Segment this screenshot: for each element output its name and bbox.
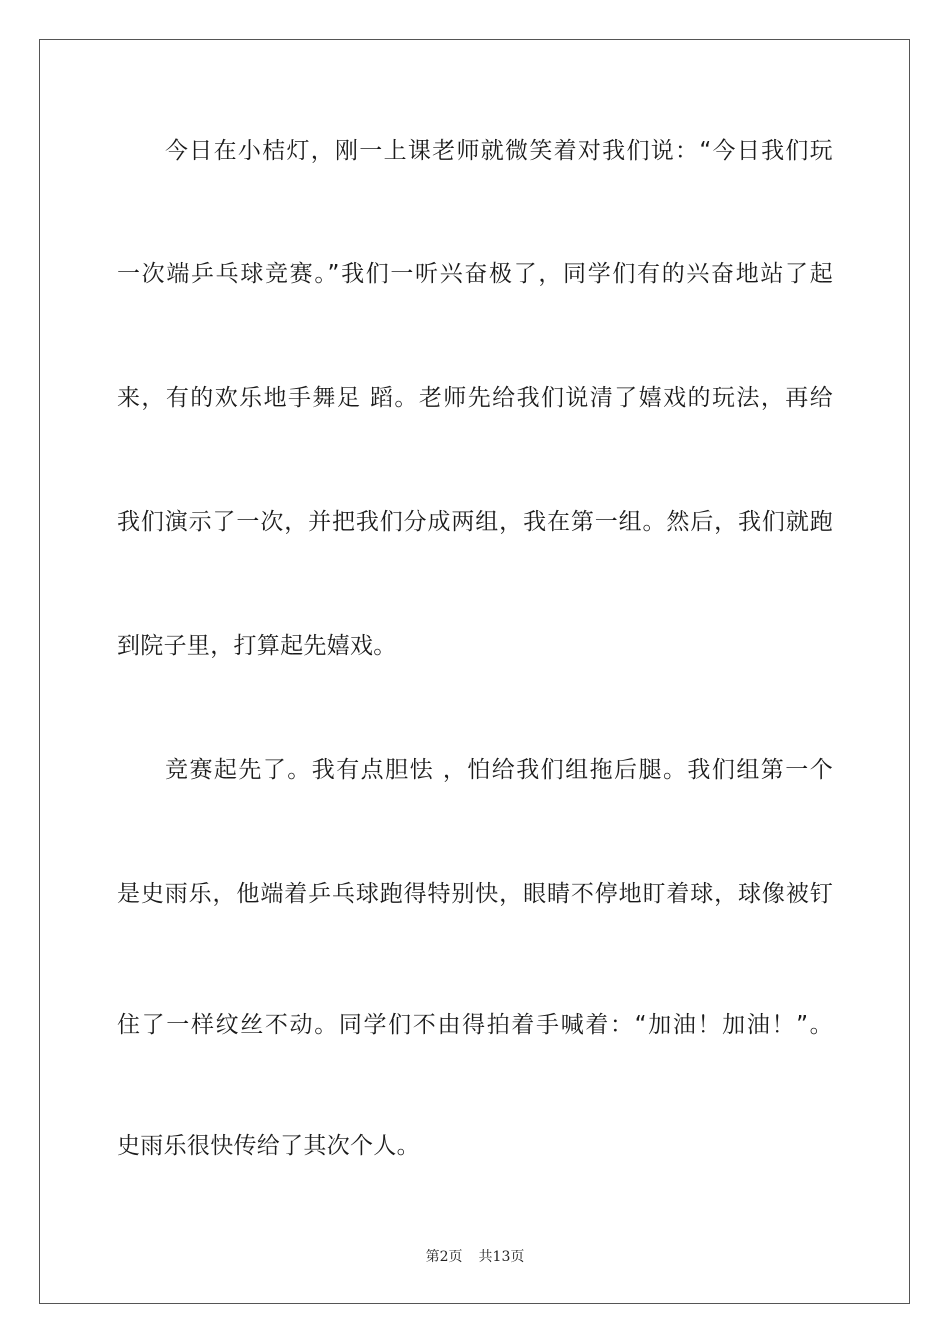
page-number: 第2页 [425, 1249, 463, 1265]
paragraph-1-line-5: 到院子里，打算起先嬉戏。 [117, 633, 397, 659]
paragraph-2-line-3: 住了一样纹丝不动。同学们不由得拍着手喊着：“加油！加油！”。 [117, 1012, 833, 1038]
paragraph-1-line-3: 来，有的欢乐地手舞足 蹈。老师先给我们说清了嬉戏的玩法，再给 [117, 385, 833, 411]
paragraph-1-line-1: 今日在小桔灯，刚一上课老师就微笑着对我们说：“今日我们玩 [165, 138, 833, 164]
paragraph-2-line-1: 竞赛起先了。我有点胆怯 ，怕给我们组拖后腿。我们组第一个 [165, 757, 833, 783]
page-total: 共13页 [478, 1249, 525, 1265]
paragraph-1-line-4: 我们演示了一次，并把我们分成两组，我在第一组。然后，我们就跑 [117, 509, 833, 535]
paragraph-2-line-4: 史雨乐很快传给了其次个人。 [117, 1133, 420, 1159]
paragraph-1-line-2: 一次端乒乓球竞赛。”我们一听兴奋极了，同学们有的兴奋地站了起 [117, 261, 833, 287]
page-footer [0, 1248, 950, 1266]
page-frame [39, 39, 910, 1304]
paragraph-2-line-2: 是史雨乐，他端着乒乓球跑得特别快，眼睛不停地盯着球，球像被钉 [117, 881, 833, 907]
